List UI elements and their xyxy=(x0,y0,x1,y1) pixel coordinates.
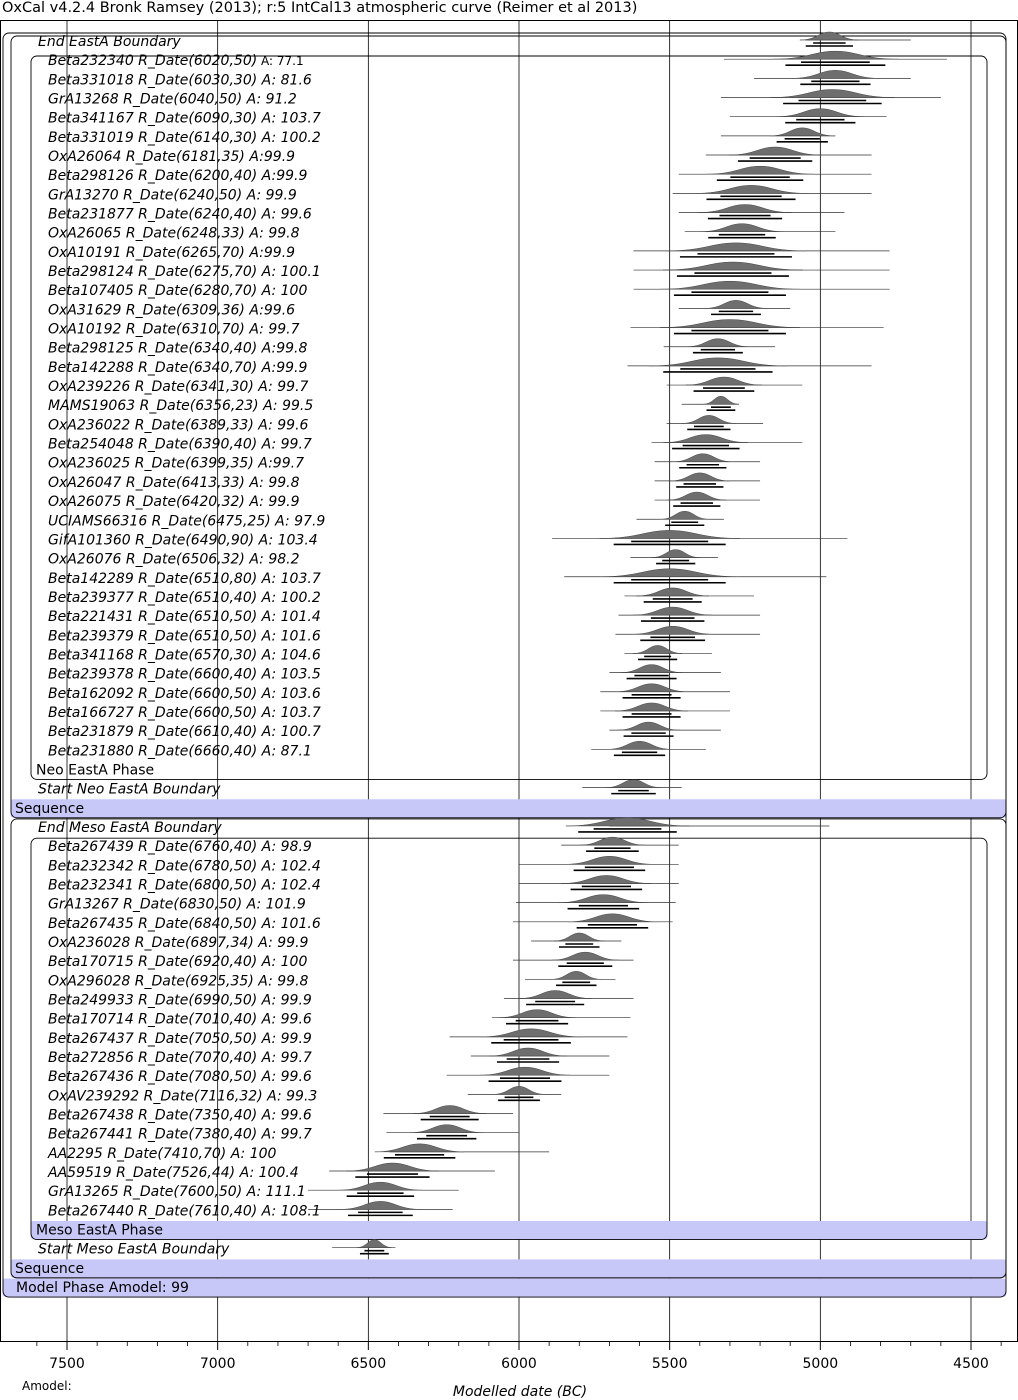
row-label xyxy=(48,322,300,338)
row-label-name: Beta267435 R_Date(6840,50) xyxy=(48,915,258,932)
distribution-marks xyxy=(308,32,947,1254)
row-label xyxy=(38,782,221,798)
row-label xyxy=(48,667,321,683)
posterior-distribution xyxy=(606,780,662,788)
row-label xyxy=(48,1184,306,1200)
agreement-index: A: 100.2 xyxy=(257,589,321,606)
row-label xyxy=(15,1261,84,1277)
row-label-name: UCIAMS66316 R_Date(6475,25) xyxy=(48,513,271,530)
posterior-distribution xyxy=(706,166,814,174)
phase-bar xyxy=(31,1222,987,1239)
row-label-name: Beta331018 R_Date(6030,30) xyxy=(48,72,258,89)
row-label-name: Beta170715 R_Date(6920,40) xyxy=(48,954,258,971)
row-label xyxy=(48,417,309,433)
posterior-distribution xyxy=(776,109,864,117)
row-label-name: OxA26076 R_Date(6506,32) xyxy=(48,551,245,568)
posterior-distribution xyxy=(700,224,784,232)
row-label xyxy=(48,916,321,932)
x-tick-label: 6500 xyxy=(350,1356,387,1372)
posterior-distribution xyxy=(682,415,736,423)
x-axis-title: Modelled date (BC) xyxy=(452,1384,588,1400)
row-label-name: Beta267436 R_Date(7080,50) xyxy=(48,1069,258,1086)
row-label xyxy=(48,1050,312,1066)
agreement-index: A: 100 xyxy=(226,1145,277,1162)
row-label-name: Beta239377 R_Date(6510,40) xyxy=(48,589,258,606)
row-label xyxy=(48,111,321,127)
agreement-index: A: 81.6 xyxy=(257,72,312,89)
row-label xyxy=(48,1203,321,1219)
posterior-distribution xyxy=(770,128,834,136)
row-label-name: Beta166727 R_Date(6600,50) xyxy=(48,704,258,721)
row-label-name: Beta331019 R_Date(6140,30) xyxy=(48,129,258,146)
agreement-index: A: 103.7 xyxy=(257,110,321,127)
row-label xyxy=(48,590,321,606)
row-label-name: OxAV239292 R_Date(7116,32) xyxy=(48,1088,263,1105)
agreement-index: A: 99.6 xyxy=(257,1011,312,1028)
agreement-index: A: 77.1 xyxy=(257,54,304,69)
posterior-distribution xyxy=(552,952,619,960)
agreement-index: A: 103.6 xyxy=(257,685,321,702)
agreement-index: A: 103.7 xyxy=(257,570,321,587)
agreement-index: A: 100.2 xyxy=(257,129,321,146)
posterior-distribution xyxy=(338,1182,422,1190)
row-label xyxy=(48,935,309,951)
row-label-name: Beta267441 R_Date(7380,40) xyxy=(48,1126,258,1143)
row-label-name: MAMS19063 R_Date(6356,23) xyxy=(48,398,259,415)
row-label-name: Beta232340 R_Date(6020,50) xyxy=(48,53,258,70)
row-label xyxy=(48,743,312,759)
row-label-name: Beta254048 R_Date(6390,40) xyxy=(48,436,258,453)
posterior-distribution xyxy=(773,51,898,59)
agreement-index: A: 100 xyxy=(257,954,308,971)
agreement-index: A: 100.4 xyxy=(235,1165,299,1182)
row-labels xyxy=(15,34,325,1296)
row-label-name: Beta232341 R_Date(6800,50) xyxy=(48,877,258,894)
row-label-name: Model Phase Amodel: 99 xyxy=(16,1280,189,1297)
agreement-index: A: 103.4 xyxy=(254,532,318,549)
posterior-distribution xyxy=(666,243,806,251)
row-label-name: OxA10192 R_Date(6310,70) xyxy=(48,321,245,338)
row-label-name: Beta341167 R_Date(6090,30) xyxy=(48,110,258,127)
agreement-index: A: 102.4 xyxy=(257,858,321,875)
posterior-distribution xyxy=(633,645,682,653)
row-label xyxy=(48,456,304,472)
posterior-distribution xyxy=(664,435,748,443)
agreement-index: A: 99.7 xyxy=(244,321,300,338)
row-label-name: End Meso EastA Boundary xyxy=(38,819,222,836)
posterior-distribution xyxy=(670,473,729,481)
agreement-index: A: 99.8 xyxy=(244,474,300,491)
agreement-index: A: 104.6 xyxy=(257,647,321,664)
footer-amodel-label: Amodel: xyxy=(22,1379,72,1393)
posterior-distribution xyxy=(481,1029,581,1037)
posterior-distribution xyxy=(615,703,688,711)
agreement-index: A: 101.6 xyxy=(257,915,321,932)
posterior-distribution xyxy=(667,492,726,500)
agreement-index: A: 99.7 xyxy=(253,379,309,396)
row-label-name: OxA236022 R_Date(6389,33) xyxy=(48,417,254,434)
posterior-distribution xyxy=(771,90,894,98)
x-tick-label: 5000 xyxy=(802,1356,839,1372)
agreement-index: A: 99.6 xyxy=(257,1069,312,1086)
agreement-index: A:99.9 xyxy=(244,244,296,261)
agreement-index: A: 99.6 xyxy=(257,206,312,223)
row-label xyxy=(48,92,297,108)
row-label-name: Beta231877 R_Date(6240,40) xyxy=(48,206,258,223)
row-label-name: Beta267438 R_Date(7350,40) xyxy=(48,1107,258,1124)
row-label-name: Beta170714 R_Date(7010,40) xyxy=(48,1011,258,1028)
agreement-index: A: 99.9 xyxy=(257,1030,312,1047)
sequence-bar xyxy=(11,800,1006,817)
row-label-name: OxA236025 R_Date(6399,35) xyxy=(48,455,254,472)
posterior-distribution xyxy=(695,185,806,193)
posterior-distribution xyxy=(568,914,657,922)
row-label xyxy=(48,72,312,88)
posterior-distribution xyxy=(375,1144,464,1152)
row-label-name: Beta221431 R_Date(6510,50) xyxy=(48,609,258,626)
row-label-name: Beta162092 R_Date(6600,50) xyxy=(48,685,258,702)
agreement-index: A: 103.5 xyxy=(257,666,321,683)
x-tick-label: 5500 xyxy=(651,1356,688,1372)
row-label xyxy=(48,532,318,548)
row-label-name: End EastA Boundary xyxy=(38,34,181,50)
row-label xyxy=(48,226,300,242)
posterior-distribution xyxy=(493,1086,545,1094)
chart-title: OxCal v4.2.4 Bronk Ramsey (2013); r:5 IntCal13 atmospheric curve (Reimer et al 2013) xyxy=(2,0,638,16)
row-label xyxy=(48,207,312,223)
row-label xyxy=(48,897,306,913)
row-label-name: Sequence xyxy=(15,800,85,817)
row-label xyxy=(48,571,321,587)
row-label xyxy=(48,954,307,970)
posterior-distribution xyxy=(551,971,602,979)
posterior-distribution xyxy=(562,875,651,883)
posterior-distribution xyxy=(729,147,822,155)
agreement-index: A: 99.6 xyxy=(253,417,309,434)
row-label xyxy=(48,993,312,1009)
row-label xyxy=(48,187,297,203)
agreement-index: A: 99.8 xyxy=(253,973,309,990)
row-label xyxy=(48,398,313,414)
row-label-name: OxA296028 R_Date(6925,35) xyxy=(48,973,254,990)
agreement-index: A:99.8 xyxy=(257,340,308,357)
row-label xyxy=(48,1069,312,1085)
row-label xyxy=(48,149,295,165)
row-label xyxy=(36,762,154,778)
agreement-index: A: 98.2 xyxy=(244,551,300,568)
agreement-index: A: 97.9 xyxy=(270,513,326,530)
row-label xyxy=(48,379,309,395)
posterior-distribution xyxy=(792,70,880,78)
row-label-name: OxA26075 R_Date(6420,32) xyxy=(48,494,245,511)
posterior-distribution xyxy=(479,1067,570,1075)
x-tick-label: 7500 xyxy=(49,1356,85,1372)
row-label xyxy=(48,724,321,740)
row-label-name: Beta272856 R_Date(7070,40) xyxy=(48,1050,258,1067)
row-label-name: GrA13268 R_Date(6040,50) xyxy=(48,91,243,108)
agreement-index: A: 101.6 xyxy=(257,628,321,645)
posterior-distribution xyxy=(660,320,800,328)
agreement-index: A: 100.1 xyxy=(257,264,321,281)
posterior-distribution xyxy=(356,1240,392,1248)
posterior-distribution xyxy=(686,377,762,385)
row-label-name: GrA13270 R_Date(6240,50) xyxy=(48,187,243,204)
row-label xyxy=(16,1280,189,1296)
posterior-distribution xyxy=(607,741,671,749)
row-label-name: Start Meso EastA Boundary xyxy=(38,1241,230,1258)
row-label xyxy=(36,1223,163,1239)
row-label xyxy=(48,686,321,702)
row-label-name: Beta239379 R_Date(6510,50) xyxy=(48,628,258,645)
posterior-distribution xyxy=(615,684,688,692)
x-tick-label: 7000 xyxy=(199,1356,236,1372)
agreement-index: A: 99.9 xyxy=(244,494,300,511)
row-label xyxy=(48,705,321,721)
row-label xyxy=(48,360,307,376)
posterior-distribution xyxy=(413,1106,486,1114)
agreement-index: A:99.7 xyxy=(253,455,304,472)
agreement-index: A: 98.9 xyxy=(257,839,312,856)
row-label xyxy=(48,839,312,855)
posterior-distribution xyxy=(663,262,803,270)
row-label-name: Meso EastA Phase xyxy=(36,1222,164,1239)
row-label-name: GrA13267 R_Date(6830,50) xyxy=(48,896,243,913)
row-label xyxy=(48,283,307,299)
posterior-distribution xyxy=(410,1125,484,1133)
agreement-index: A: 99.7 xyxy=(257,1126,312,1143)
posterior-distribution xyxy=(705,300,767,308)
posterior-distribution xyxy=(620,665,682,673)
row-label xyxy=(48,53,304,69)
row-label xyxy=(48,168,307,184)
row-label-name: Beta239378 R_Date(6600,40) xyxy=(48,666,258,683)
posterior-distribution xyxy=(519,991,592,999)
row-label xyxy=(48,1012,312,1028)
row-label xyxy=(38,820,222,836)
posterior-distribution xyxy=(559,895,648,903)
row-label xyxy=(48,1031,312,1047)
agreement-index: A: 101.4 xyxy=(257,609,321,626)
row-label-name: Beta142288 R_Date(6340,70) xyxy=(48,359,258,376)
posterior-distribution xyxy=(617,722,679,730)
x-tick-label: 4500 xyxy=(953,1356,989,1372)
row-label-name: OxA236028 R_Date(6897,34) xyxy=(48,934,254,951)
row-label xyxy=(48,1108,312,1124)
row-label xyxy=(48,513,325,529)
row-label-name: Beta341168 R_Date(6570,30) xyxy=(48,647,258,664)
x-axis xyxy=(37,1341,1001,1372)
agreement-index: A: 103.7 xyxy=(257,704,321,721)
row-label xyxy=(15,801,84,817)
posterior-distribution xyxy=(632,626,713,634)
row-label-name: Beta298126 R_Date(6200,40) xyxy=(48,168,258,185)
agreement-index: A:99.9 xyxy=(257,168,308,185)
row-label xyxy=(48,858,321,874)
row-label xyxy=(48,437,312,453)
agreement-index: A: 99.3 xyxy=(262,1088,318,1105)
agreement-index: A: 99.5 xyxy=(258,398,314,415)
row-label-name: AA59519 R_Date(7526,44) xyxy=(48,1165,236,1182)
agreement-index: A: 99.7 xyxy=(257,436,312,453)
agreement-index: A: 101.9 xyxy=(242,896,306,913)
agreement-index: A: 87.1 xyxy=(257,743,312,760)
row-label xyxy=(48,552,300,568)
row-label xyxy=(48,264,321,280)
row-label-name: Start Neo EastA Boundary xyxy=(38,781,221,798)
row-label xyxy=(48,130,321,146)
sequence-bar xyxy=(11,1260,1006,1277)
row-label-name: Beta267440 R_Date(7610,40) xyxy=(48,1203,258,1220)
agreement-index: A: 100 xyxy=(257,283,308,300)
row-label-name: AA2295 R_Date(7410,70) xyxy=(48,1145,227,1162)
row-label-name: OxA239226 R_Date(6341,30) xyxy=(48,379,254,396)
row-label xyxy=(48,245,295,261)
agreement-index: A: 91.2 xyxy=(242,91,297,108)
row-label-name: OxA31629 R_Date(6309,36) xyxy=(48,302,245,319)
row-label xyxy=(48,302,295,318)
posterior-distribution xyxy=(633,607,712,615)
posterior-distribution xyxy=(340,1201,421,1209)
row-label xyxy=(48,1127,312,1143)
row-label-name: OxA26064 R_Date(6181,35) xyxy=(48,149,245,166)
posterior-distribution xyxy=(651,550,700,558)
posterior-distribution xyxy=(565,856,654,864)
posterior-distribution xyxy=(660,281,800,289)
row-label-name: Beta249933 R_Date(6990,50) xyxy=(48,992,258,1009)
posterior-distribution xyxy=(636,588,709,596)
posterior-distribution xyxy=(600,569,740,577)
row-label-name: GrA13265 R_Date(7600,50) xyxy=(48,1184,243,1201)
row-label-name: Beta298125 R_Date(6340,40) xyxy=(48,340,258,357)
agreement-index: A:99.9 xyxy=(244,149,296,166)
row-label xyxy=(48,475,300,491)
row-label-name: OxA26047 R_Date(6413,33) xyxy=(48,474,245,491)
posterior-distribution xyxy=(703,396,739,404)
agreement-index: A: 99.7 xyxy=(257,1050,312,1067)
posterior-distribution xyxy=(554,933,605,941)
posterior-distribution xyxy=(600,530,740,538)
row-label-name: Beta231880 R_Date(6660,40) xyxy=(48,743,258,760)
row-label-name: Sequence xyxy=(15,1260,85,1277)
agreement-index: A: 99.9 xyxy=(257,992,312,1009)
row-label-name: Beta142289 R_Date(6510,80) xyxy=(48,570,258,587)
row-label xyxy=(48,877,321,893)
agreement-index: A: 99.9 xyxy=(242,187,297,204)
agreement-index: A:99.9 xyxy=(257,359,308,376)
row-label xyxy=(47,1146,277,1162)
row-label-name: GifA101360 R_Date(6490,90) xyxy=(48,532,255,549)
posterior-distribution xyxy=(699,205,792,213)
agreement-index: A: 102.4 xyxy=(257,877,321,894)
posterior-distribution xyxy=(673,454,732,462)
posterior-distribution xyxy=(660,511,709,519)
agreement-index: A:99.6 xyxy=(244,302,296,319)
row-label xyxy=(48,628,321,644)
agreement-index: A: 99.8 xyxy=(244,225,300,242)
row-label xyxy=(48,609,321,625)
row-label-name: OxA10191 R_Date(6265,70) xyxy=(48,244,245,261)
row-label xyxy=(48,973,309,989)
row-label-name: OxA26065 R_Date(6248,33) xyxy=(48,225,245,242)
agreement-index: A: 111.1 xyxy=(242,1184,306,1201)
row-label-name: Beta232342 R_Date(6780,50) xyxy=(48,858,258,875)
row-label xyxy=(47,1165,299,1181)
agreement-index: A: 108.1 xyxy=(257,1203,321,1220)
posterior-distribution xyxy=(498,1010,576,1018)
agreement-index: A: 100.7 xyxy=(257,724,321,741)
agreement-index: A: 99.9 xyxy=(253,934,309,951)
posterior-distribution xyxy=(346,1163,439,1171)
posterior-distribution xyxy=(489,1048,567,1056)
row-label-name: Beta267437 R_Date(7050,50) xyxy=(48,1030,258,1047)
posterior-distribution xyxy=(687,339,749,347)
row-label xyxy=(48,1088,317,1104)
row-label-name: Beta231879 R_Date(6610,40) xyxy=(48,724,258,741)
row-label xyxy=(48,494,300,510)
agreement-index: A: 99.6 xyxy=(257,1107,312,1124)
row-label-name: Neo EastA Phase xyxy=(36,762,155,779)
row-label xyxy=(38,1242,230,1258)
row-label xyxy=(38,34,181,50)
row-label xyxy=(48,647,321,663)
row-label-name: Beta107405 R_Date(6280,70) xyxy=(48,283,258,300)
row-label-name: Beta298124 R_Date(6275,70) xyxy=(48,264,258,281)
row-label-name: Beta267439 R_Date(6760,40) xyxy=(48,839,258,856)
x-tick-label: 6000 xyxy=(501,1356,537,1372)
row-label xyxy=(48,341,307,357)
